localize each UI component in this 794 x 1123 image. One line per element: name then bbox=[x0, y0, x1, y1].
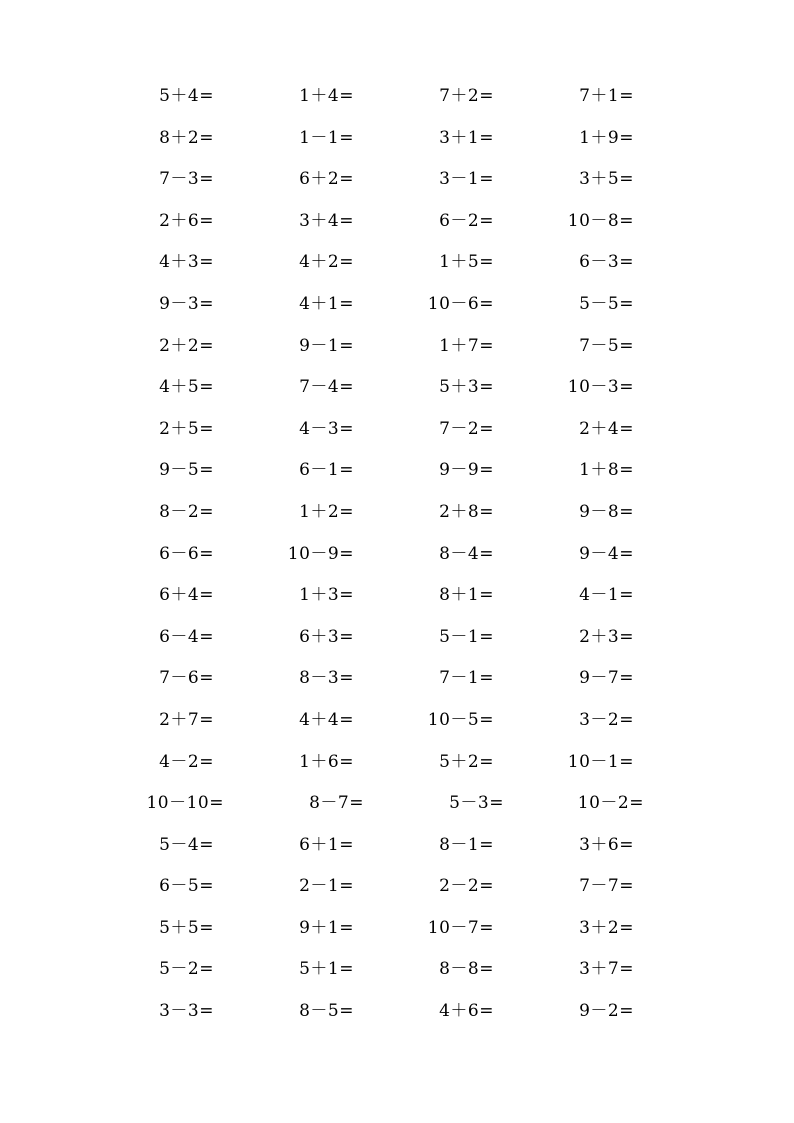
problem-cell: 5－3= bbox=[449, 793, 504, 814]
problem-cell: 1＋5= bbox=[439, 252, 494, 273]
problem-cell: 3＋1= bbox=[439, 127, 494, 148]
problem-cell: 1－1= bbox=[299, 127, 354, 148]
problem-row bbox=[0, 575, 794, 617]
problem-cell: 3＋6= bbox=[579, 834, 634, 855]
problem-cell: 7－2= bbox=[439, 418, 494, 439]
problem-cell: 6－2= bbox=[439, 210, 494, 231]
problem-cell: 2＋6= bbox=[159, 210, 214, 231]
problem-cell: 6＋1= bbox=[299, 834, 354, 855]
problem-row bbox=[0, 783, 794, 825]
problem-row bbox=[0, 742, 794, 784]
problem-cell: 6－3= bbox=[579, 252, 634, 273]
problem-row bbox=[0, 866, 794, 908]
problem-cell: 7－3= bbox=[159, 169, 214, 190]
problem-cell: 4－1= bbox=[579, 585, 634, 606]
problem-cell: 9＋1= bbox=[299, 917, 354, 938]
problem-cell: 5＋4= bbox=[159, 86, 214, 106]
problem-cell: 4＋6= bbox=[439, 1001, 494, 1022]
problem-row bbox=[0, 492, 794, 534]
problem-cell: 10－6= bbox=[427, 293, 494, 314]
problem-row bbox=[0, 367, 794, 409]
problem-cell: 8－4= bbox=[439, 543, 494, 564]
problem-cell: 6＋3= bbox=[299, 626, 354, 647]
problem-cell: 8－8= bbox=[439, 959, 494, 980]
problem-cell: 7－5= bbox=[579, 335, 634, 356]
problem-cell: 6－6= bbox=[159, 543, 214, 564]
problem-row bbox=[0, 76, 794, 118]
problem-cell: 8－5= bbox=[299, 1001, 354, 1022]
problem-cell: 5＋2= bbox=[439, 751, 494, 772]
problem-cell: 10－9= bbox=[287, 543, 354, 564]
problem-cell: 4－3= bbox=[299, 418, 354, 439]
problem-cell: 4＋5= bbox=[159, 377, 214, 398]
problem-cell: 5＋3= bbox=[439, 377, 494, 398]
problem-cell: 9－8= bbox=[579, 501, 634, 522]
problem-cell: 3＋7= bbox=[579, 959, 634, 980]
problem-row bbox=[0, 201, 794, 243]
problem-cell: 7－7= bbox=[579, 876, 634, 897]
problem-cell: 8＋2= bbox=[159, 127, 214, 148]
problem-cell: 5＋1= bbox=[299, 959, 354, 980]
problem-cell: 10－7= bbox=[427, 917, 494, 938]
problem-cell: 8－7= bbox=[309, 793, 364, 814]
problem-cell: 10－10= bbox=[146, 793, 224, 814]
problem-cell: 1＋3= bbox=[299, 585, 354, 606]
problem-cell: 8－2= bbox=[159, 501, 214, 522]
problem-cell: 7－1= bbox=[439, 668, 494, 689]
problem-cell: 1＋8= bbox=[579, 460, 634, 481]
problem-row bbox=[0, 617, 794, 659]
problem-cell: 7＋2= bbox=[439, 86, 494, 106]
problem-row bbox=[0, 284, 794, 326]
problem-cell: 2＋4= bbox=[579, 418, 634, 439]
problem-row bbox=[0, 326, 794, 368]
problem-cell: 8－3= bbox=[299, 668, 354, 689]
problem-cell: 3－1= bbox=[439, 169, 494, 190]
problem-cell: 2＋2= bbox=[159, 335, 214, 356]
problem-row bbox=[0, 118, 794, 160]
problem-cell: 10－5= bbox=[427, 709, 494, 730]
problem-row bbox=[0, 908, 794, 950]
problem-grid bbox=[0, 76, 794, 1033]
problem-cell: 3－2= bbox=[579, 709, 634, 730]
problem-row bbox=[0, 825, 794, 867]
problem-row bbox=[0, 658, 794, 700]
problem-cell: 5－4= bbox=[159, 834, 214, 855]
problem-cell: 3＋4= bbox=[299, 210, 354, 231]
problem-cell: 4＋4= bbox=[299, 709, 354, 730]
problem-row bbox=[0, 409, 794, 451]
problem-cell: 5－1= bbox=[439, 626, 494, 647]
problem-cell: 8－1= bbox=[439, 834, 494, 855]
problem-cell: 9－7= bbox=[579, 668, 634, 689]
problem-cell: 7－4= bbox=[299, 377, 354, 398]
problem-cell: 10－3= bbox=[567, 377, 634, 398]
problem-cell: 6－4= bbox=[159, 626, 214, 647]
problem-cell: 1＋6= bbox=[299, 751, 354, 772]
problem-row bbox=[0, 242, 794, 284]
problem-cell: 4－2= bbox=[159, 751, 214, 772]
problem-cell: 9－4= bbox=[579, 543, 634, 564]
problem-cell: 2＋3= bbox=[579, 626, 634, 647]
problem-cell: 2＋7= bbox=[159, 709, 214, 730]
problem-cell: 6－1= bbox=[299, 460, 354, 481]
problem-row bbox=[0, 534, 794, 576]
problem-row bbox=[0, 700, 794, 742]
problem-cell: 2＋8= bbox=[439, 501, 494, 522]
problem-cell: 2＋5= bbox=[159, 418, 214, 439]
problem-cell: 2－1= bbox=[299, 876, 354, 897]
problem-cell: 10－1= bbox=[567, 751, 634, 772]
problem-cell: 8＋1= bbox=[439, 585, 494, 606]
problem-cell: 1＋9= bbox=[579, 127, 634, 148]
problem-cell: 1＋2= bbox=[299, 501, 354, 522]
problem-row bbox=[0, 159, 794, 201]
problem-cell: 5－5= bbox=[579, 293, 634, 314]
problem-row bbox=[0, 450, 794, 492]
problem-cell: 1＋4= bbox=[299, 86, 354, 106]
problem-cell: 9－3= bbox=[159, 293, 214, 314]
problem-cell: 9－2= bbox=[579, 1001, 634, 1022]
problem-cell: 4＋1= bbox=[299, 293, 354, 314]
problem-cell: 10－8= bbox=[567, 210, 634, 231]
problem-cell: 7＋1= bbox=[579, 86, 634, 106]
problem-cell: 6＋2= bbox=[299, 169, 354, 190]
problem-cell: 3＋2= bbox=[579, 917, 634, 938]
problem-row bbox=[0, 991, 794, 1033]
problem-cell: 3＋5= bbox=[579, 169, 634, 190]
problem-row bbox=[0, 949, 794, 991]
problem-cell: 9－5= bbox=[159, 460, 214, 481]
problem-cell: 5＋5= bbox=[159, 917, 214, 938]
problem-cell: 9－9= bbox=[439, 460, 494, 481]
problem-cell: 6－5= bbox=[159, 876, 214, 897]
problem-cell: 6＋4= bbox=[159, 585, 214, 606]
problem-cell: 4＋3= bbox=[159, 252, 214, 273]
problem-cell: 9－1= bbox=[299, 335, 354, 356]
problem-cell: 3－3= bbox=[159, 1001, 214, 1022]
problem-cell: 4＋2= bbox=[299, 252, 354, 273]
problem-cell: 5－2= bbox=[159, 959, 214, 980]
problem-cell: 1＋7= bbox=[439, 335, 494, 356]
problem-cell: 10－2= bbox=[577, 793, 644, 814]
problem-cell: 7－6= bbox=[159, 668, 214, 689]
problem-cell: 2－2= bbox=[439, 876, 494, 897]
